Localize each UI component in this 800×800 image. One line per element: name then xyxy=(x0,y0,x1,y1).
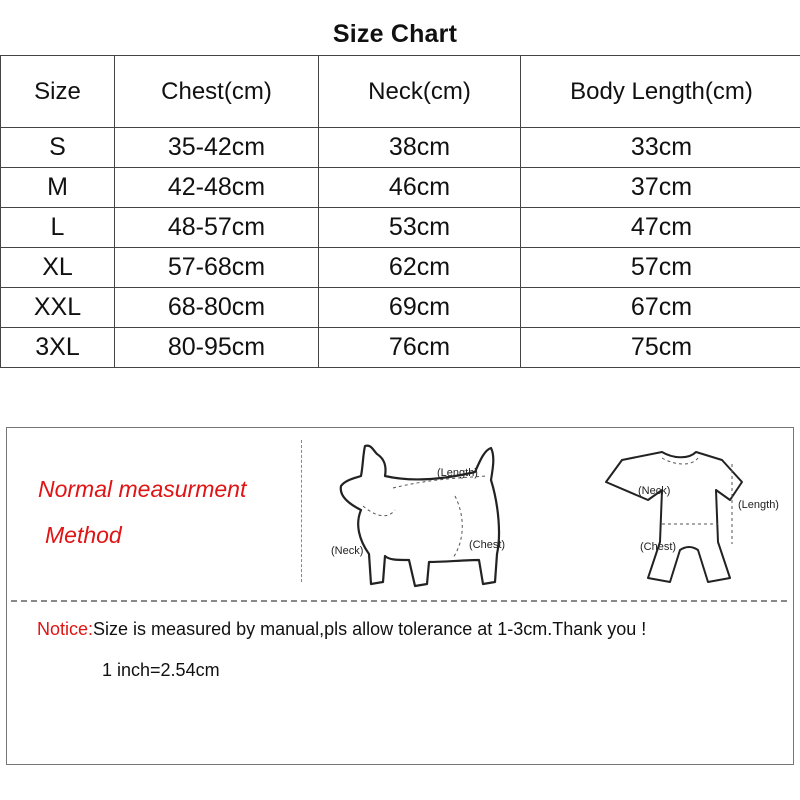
notice-message: Size is measured by manual,pls allow tolerance at 1-3cm.Thank you ! xyxy=(93,619,647,639)
cell-size: M xyxy=(1,168,115,208)
measurement-method-panel xyxy=(6,427,794,765)
dog-measurement-illustration xyxy=(325,436,525,596)
notice-text xyxy=(37,619,646,640)
garment-length-label: (Length) xyxy=(738,499,779,511)
table-row xyxy=(1,288,800,328)
cell-chest: 48-57cm xyxy=(115,208,319,248)
cell-size: XXL xyxy=(1,288,115,328)
method-heading-line2: Method xyxy=(45,522,122,548)
cell-body-length: 47cm xyxy=(521,208,800,248)
neck-guide-line xyxy=(363,506,395,516)
table-row xyxy=(1,248,800,288)
dog-chest-label: (Chest) xyxy=(469,539,506,551)
garment-measurement-illustration xyxy=(592,438,792,588)
notice-label: Notice: xyxy=(37,619,94,639)
chest-guide-line xyxy=(453,496,462,558)
header-neck: Neck(cm) xyxy=(319,56,521,128)
size-chart-title: Size Chart xyxy=(332,20,458,48)
cell-chest: 68-80cm xyxy=(115,288,319,328)
header-size: Size xyxy=(1,56,115,128)
header-body-length: Body Length(cm) xyxy=(521,56,800,128)
vertical-dashed-divider xyxy=(301,440,302,582)
cell-body-length: 75cm xyxy=(521,328,800,368)
size-table xyxy=(0,55,800,368)
cell-neck: 76cm xyxy=(319,328,521,368)
horizontal-dashed-divider xyxy=(11,600,787,602)
header-chest: Chest(cm) xyxy=(115,56,319,128)
garment-neck-guide xyxy=(662,458,698,464)
cell-neck: 46cm xyxy=(319,168,521,208)
cell-body-length: 37cm xyxy=(521,168,800,208)
garment-neck-label: (Neck) xyxy=(638,485,671,497)
table-header-row xyxy=(1,56,800,128)
cell-body-length: 67cm xyxy=(521,288,800,328)
cell-neck: 69cm xyxy=(319,288,521,328)
table-row xyxy=(1,328,800,368)
garment-chest-label: (Chest) xyxy=(640,541,677,553)
cell-size: 3XL xyxy=(1,328,115,368)
dog-neck-label: (Neck) xyxy=(331,545,364,557)
inch-conversion-note: 1 inch=2.54cm xyxy=(102,660,220,680)
cell-chest: 42-48cm xyxy=(115,168,319,208)
cell-chest: 57-68cm xyxy=(115,248,319,288)
cell-size: XL xyxy=(1,248,115,288)
cell-size: L xyxy=(1,208,115,248)
table-row xyxy=(1,208,800,248)
cell-neck: 62cm xyxy=(319,248,521,288)
garment-outline-icon xyxy=(606,452,742,582)
table-row xyxy=(1,128,800,168)
dog-length-label: (Length) xyxy=(437,467,478,479)
table-row xyxy=(1,168,800,208)
cell-neck: 53cm xyxy=(319,208,521,248)
cell-chest: 80-95cm xyxy=(115,328,319,368)
cell-body-length: 57cm xyxy=(521,248,800,288)
cell-body-length: 33cm xyxy=(521,128,800,168)
cell-neck: 38cm xyxy=(319,128,521,168)
cell-chest: 35-42cm xyxy=(115,128,319,168)
cell-size: S xyxy=(1,128,115,168)
method-heading-line1: Normal measurment xyxy=(38,476,247,502)
